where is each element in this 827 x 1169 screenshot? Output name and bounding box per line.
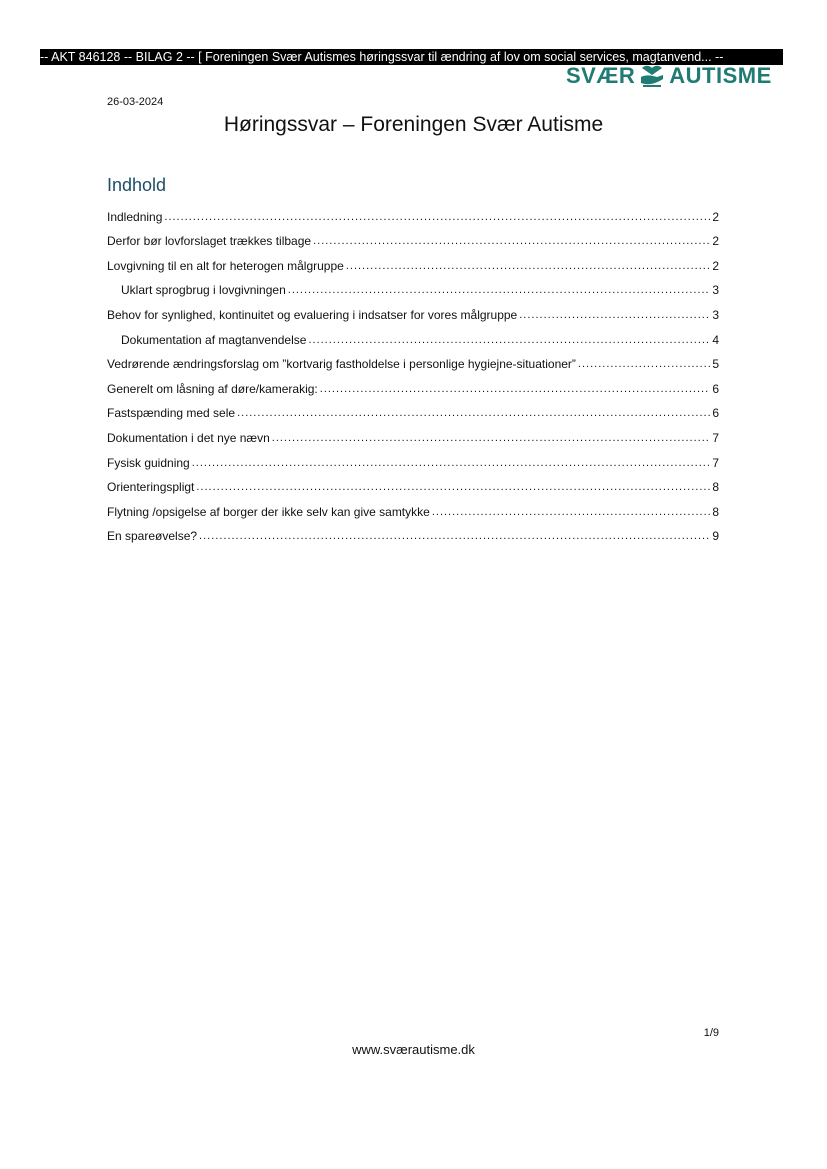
- table-of-contents: [107, 200, 719, 544]
- toc-leader: [199, 528, 710, 544]
- toc-entry-label: Behov for synlighed, kontinuitet og evaluering i indsatser for vores målgruppe: [107, 307, 518, 322]
- toc-entry-page: 9: [712, 529, 719, 544]
- toc-leader: [288, 282, 711, 298]
- toc-entry-page: 7: [712, 430, 719, 445]
- toc-entry[interactable]: [107, 200, 719, 225]
- toc-entry-page: 3: [712, 307, 719, 322]
- toc-entry-label: Vedrørende ændringsforslag om ”kortvarig fastholdelse i personlige hygiejne-situationer”: [107, 357, 576, 372]
- toc-entry[interactable]: [107, 249, 719, 274]
- toc-entry-page: 6: [712, 406, 719, 421]
- footer-url: www.sværautisme.dk: [352, 1042, 475, 1057]
- page-number: 1/9: [703, 1027, 719, 1039]
- toc-entry[interactable]: [107, 397, 719, 422]
- toc-entry-label: Fastspænding med sele: [107, 406, 236, 421]
- toc-leader: [196, 479, 710, 495]
- toc-entry-label: Lovgivning til en alt for heterogen målgruppe: [107, 258, 344, 273]
- toc-leader: [346, 258, 710, 274]
- toc-entry-page: 7: [712, 455, 719, 470]
- toc-entry-label: En spareøvelse?: [107, 529, 198, 544]
- toc-entry-page: 5: [712, 357, 719, 372]
- toc-entry-page: 2: [712, 258, 719, 273]
- toc-leader: [578, 356, 710, 372]
- toc-entry-page: 4: [712, 332, 719, 347]
- toc-entry-page: 6: [712, 381, 719, 396]
- toc-entry[interactable]: [107, 446, 719, 471]
- hand-heart-icon: [639, 64, 665, 88]
- toc-entry-page: 8: [712, 504, 719, 519]
- toc-leader: [272, 430, 711, 446]
- toc-leader: [308, 332, 710, 348]
- toc-leader: [237, 405, 710, 421]
- toc-leader: [313, 233, 710, 249]
- toc-leader: [164, 209, 710, 225]
- toc-entry[interactable]: [107, 421, 719, 446]
- toc-entry[interactable]: [107, 298, 719, 323]
- logo: [566, 63, 772, 89]
- toc-entry-page: 2: [712, 209, 719, 224]
- toc-entry-label: Uklart sprogbrug i lovgivningen: [121, 283, 286, 298]
- toc-entry-page: 2: [712, 234, 719, 249]
- toc-entry-label: Orienteringspligt: [107, 480, 195, 495]
- toc-leader: [192, 455, 711, 471]
- toc-entry-label: Flytning /opsigelse af borger der ikke selv kan give samtykke: [107, 504, 430, 519]
- toc-entry-label: Derfor bør lovforslaget trækkes tilbage: [107, 234, 312, 249]
- logo-text-right: AUTISME: [669, 63, 772, 88]
- toc-subentry[interactable]: [107, 323, 719, 348]
- toc-subentry[interactable]: [107, 274, 719, 299]
- toc-entry-label: Indledning: [107, 209, 163, 224]
- document-banner: -- AKT 846128 -- BILAG 2 -- [ Foreningen Svær Autismes høringssvar til ændring af lov om social services, magtanvend... --: [40, 49, 783, 65]
- toc-heading: Indhold: [107, 175, 167, 195]
- logo-text-left: SVÆR: [566, 63, 636, 88]
- toc-entry[interactable]: [107, 225, 719, 250]
- document-title: Høringssvar – Foreningen Svær Autisme: [223, 113, 604, 136]
- toc-entry[interactable]: [107, 520, 719, 545]
- toc-leader: [519, 307, 710, 323]
- toc-entry[interactable]: [107, 495, 719, 520]
- toc-entry-label: Fysisk guidning: [107, 455, 190, 470]
- toc-leader: [320, 381, 711, 397]
- document-date: 26-03-2024: [107, 96, 164, 108]
- toc-entry-label: Generelt om låsning af døre/kamerakig:: [107, 381, 318, 396]
- toc-entry[interactable]: [107, 372, 719, 397]
- toc-entry-page: 3: [712, 283, 719, 298]
- toc-entry-label: Dokumentation i det nye nævn: [107, 430, 270, 445]
- toc-entry[interactable]: [107, 348, 719, 373]
- toc-entry[interactable]: [107, 471, 719, 496]
- toc-entry-label: Dokumentation af magtanvendelse: [121, 332, 307, 347]
- toc-entry-page: 8: [712, 480, 719, 495]
- toc-leader: [432, 504, 710, 520]
